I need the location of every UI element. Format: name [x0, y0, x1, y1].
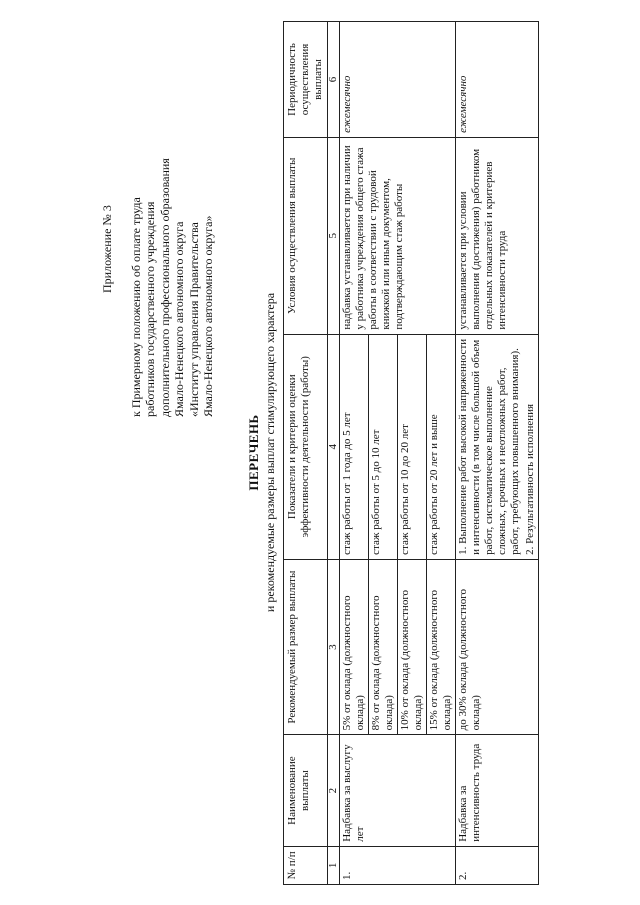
column-header: Периодичность осуществления выплаты — [284, 22, 328, 138]
payment-name: Надбавка за выслугу лет — [340, 735, 456, 846]
payment-condition: устанавливается при условии выполнения (достижения) работником отдельных показателей и критериев интенсивности труда — [456, 137, 539, 334]
payment-criterion: стаж работы от 1 года до 5 лет — [340, 334, 369, 559]
column-number: 2 — [328, 735, 340, 846]
payment-size: до 30% оклада (должностного оклада) — [456, 559, 539, 735]
header-line: дополнительного профессионального образования — [157, 158, 172, 417]
header-line: «Институт управления Правительства — [186, 222, 201, 417]
column-number: 3 — [328, 559, 340, 735]
column-header: Условия осуществления выплаты — [284, 137, 328, 334]
header-line: Ямало-Ненецкого автономного округа — [172, 221, 186, 417]
column-number: 1 — [328, 846, 340, 884]
header-line: Ямало-Ненецкого автономного округа» — [201, 215, 215, 417]
payment-period: ежемесячно — [456, 22, 539, 138]
payment-criterion: стаж работы от 10 до 20 лет — [398, 334, 427, 559]
document-title: ПЕРЕЧЕНЬ — [246, 414, 261, 491]
payment-criterion: стаж работы от 5 до 10 лет — [369, 334, 398, 559]
table-row — [456, 22, 524, 885]
table-header-row — [284, 22, 328, 885]
column-number: 6 — [328, 22, 340, 138]
document-subtitle: и рекомендуемые размеры выплат стимулирующего характера — [263, 292, 277, 613]
column-header: Рекомендуемый размер выплаты — [284, 559, 328, 735]
appendix-number: Приложение № 3 — [100, 205, 114, 293]
payments-table — [283, 21, 539, 885]
payment-size: 15% от оклада (должностного оклада) — [427, 559, 456, 735]
column-header: Показатели и критерии оценки эффективности деятельности (работы) — [284, 334, 328, 559]
payment-condition: надбавка устанавливается при наличии у работника учреждения общего стажа работы в соответствии с трудовой книжкой или иным документом, подтверждающим стаж работы — [340, 137, 456, 334]
column-header: № п/п — [284, 846, 328, 884]
column-number: 4 — [328, 334, 340, 559]
table-row — [340, 22, 369, 885]
payment-size: 5% от оклада (должностного оклада) — [340, 559, 369, 735]
payment-period: ежемесячно — [340, 22, 456, 138]
row-number: 2. — [456, 846, 539, 884]
header-line: работников государственного учреждения — [143, 201, 157, 417]
column-number: 5 — [328, 137, 340, 334]
payment-name: Надбавка за интенсивность труда — [456, 735, 539, 846]
payment-criterion: 1. Выполнение работ высокой напряженности и интенсивности (в том числе большой объем работ, систематическое выполнение сложных, срочных и неотложных работ, работ, требующих повышенного внимания). — [456, 334, 524, 559]
payment-size: 10% от оклада (должностного оклада) — [398, 559, 427, 735]
payment-size: 8% от оклада (должностного оклада) — [369, 559, 398, 735]
appendix-header — [100, 158, 216, 417]
row-number: 1. — [340, 846, 456, 884]
payment-criterion: 2. Результативность исполнения — [523, 334, 539, 559]
column-header: Наименование выплаты — [284, 735, 328, 846]
column-number-row — [328, 22, 340, 885]
header-line: к Примерному положению об оплате труда — [128, 197, 143, 417]
payment-criterion: стаж работы от 20 лет и выше — [427, 334, 456, 559]
